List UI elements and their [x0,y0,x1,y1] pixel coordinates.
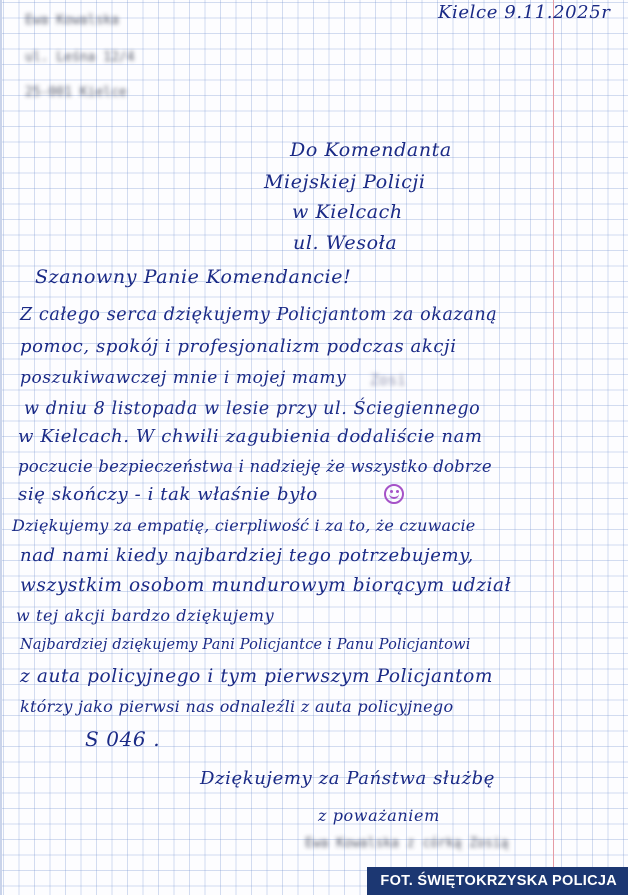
signature: Ewa Kowalska z córką Zosią [305,836,509,851]
body-line: wszystkim osobom mundurowym biorącym udział [20,575,512,596]
sender-line-2: ul. Leśna 12/4 [25,50,135,65]
margin-line [553,0,554,895]
body-line: się skończy - i tak właśnie było [18,484,318,505]
body-line: poczucie bezpieczeństwa i nadzieję że wszystko dobrze [18,457,492,476]
body-line: w Kielcach. W chwili zagubienia dodaliście nam [18,426,483,447]
body-line: w tej akcji bardzo dziękujemy [16,606,275,625]
body-line: w dniu 8 listopada w lesie przy ul. Ściegiennego [24,399,481,419]
sender-line-1: Ewa Kowalska [25,13,119,28]
redacted-name: Zosi [370,371,407,389]
body-line: Najbardziej dziękujemy Pani Policjantce i Panu Policjantowi [20,637,471,653]
body-line: nad nami kiedy najbardziej tego potrzebujemy, [20,545,474,566]
body-line: pomoc, spokój i profesjonalizm podczas akcji [20,336,457,357]
photo-credit: FOT. ŚWIĘTOKRZYSKA POLICJA [367,867,628,895]
recipient-line-2: Miejskiej Policji [264,171,426,193]
body-line: którzy jako pierwsi nas odnaleźli z auta policyjnego [20,697,454,716]
recipient-line-3: w Kielcach [292,201,403,223]
body-line: Z całego serca dziękujemy Policjantom za okazaną [20,305,498,325]
body-line: S 046 . [85,727,161,751]
body-line: z auta policyjnego i tym pierwszym Policjantom [20,666,494,687]
closing-line: Dziękujemy za Państwa służbę [200,768,496,789]
salutation: Szanowny Panie Komendancie! [35,266,352,288]
sender-line-3: 25-001 Kielce [25,85,127,100]
closing-regards: z poważaniem [318,806,440,825]
page-edge [0,0,2,895]
body-line: poszukiwawczej mnie i mojej mamy [20,368,347,388]
letter-date: Kielce 9.11.2025r [438,2,611,23]
smiley-icon [384,484,404,504]
recipient-line-1: Do Komendanta [290,139,452,161]
recipient-line-4: ul. Wesoła [293,232,398,254]
body-line: Dziękujemy za empatię, cierpliwość i za to, że czuwacie [12,516,476,535]
